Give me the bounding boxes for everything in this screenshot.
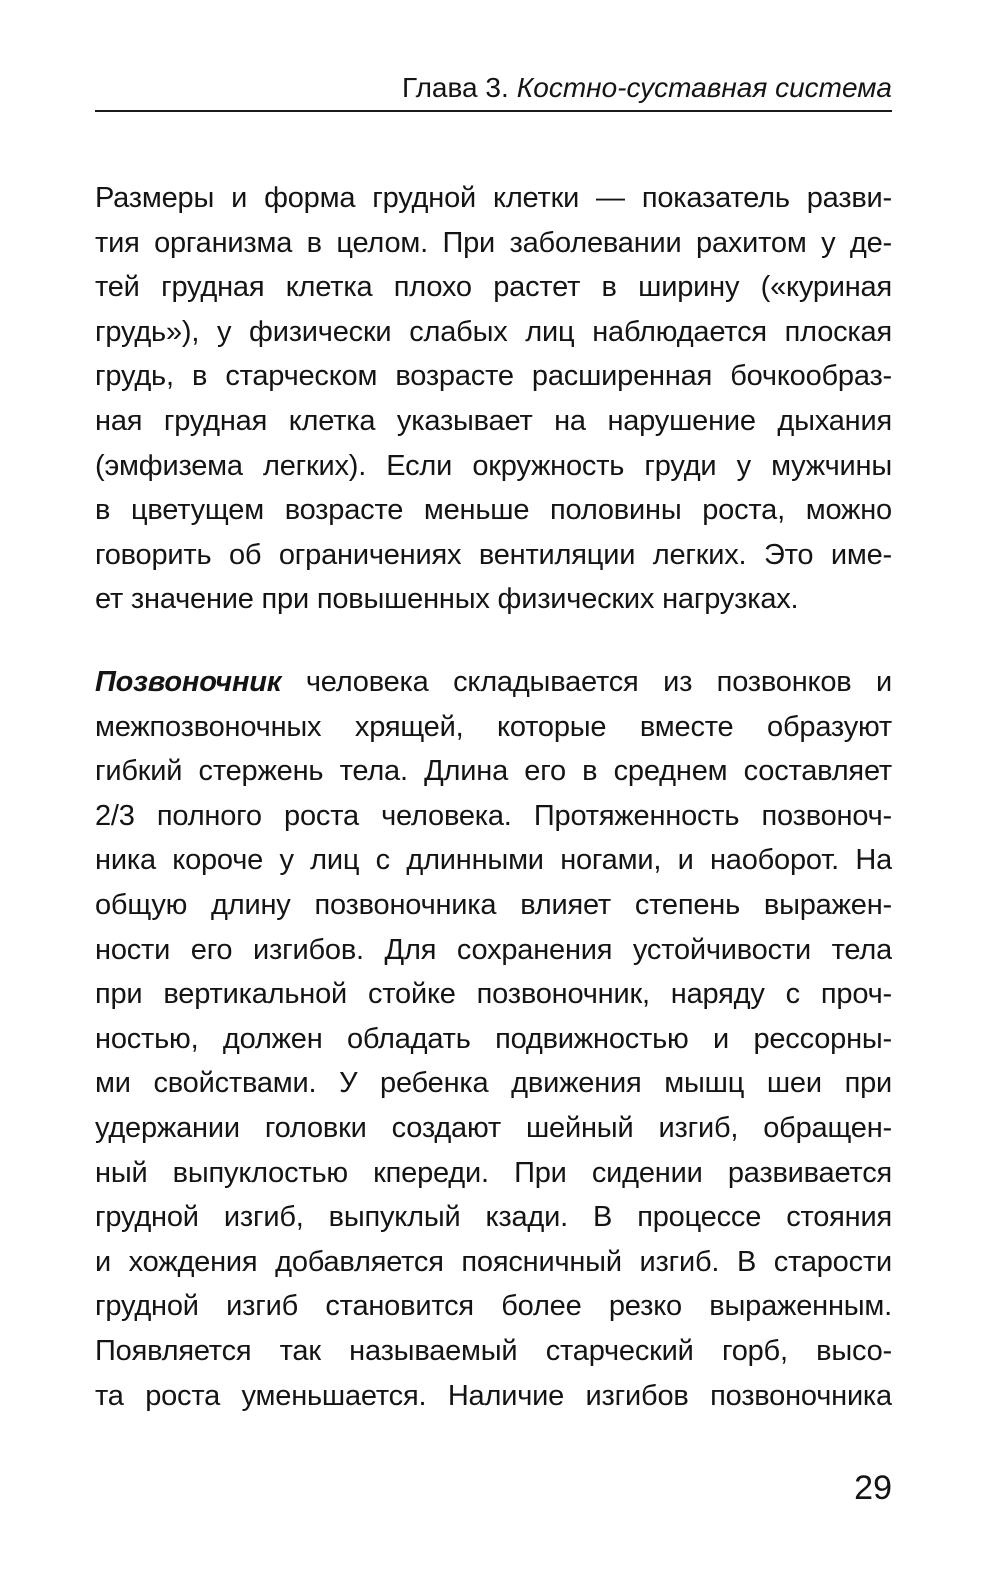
text-line: грудь, в старческом возрасте расширенная бочкообраз- xyxy=(95,360,892,393)
text-line: ми свойствами. У ребенка движения мышц шеи при xyxy=(95,1067,892,1100)
text-line-first xyxy=(95,660,892,705)
text-line: ника короче у лиц с длинными ногами, и наоборот. На xyxy=(95,844,892,877)
text-line: тей грудная клетка плохо растет в ширину («куриная xyxy=(95,271,892,304)
text-line: ный выпуклостью кпереди. При сидении развивается xyxy=(95,1156,892,1189)
paragraph-chest xyxy=(95,176,892,622)
text-line: тия организма в целом. При заболевании рахитом у де- xyxy=(95,226,892,259)
text-line: грудь»), у физически слабых лиц наблюдается плоская xyxy=(95,315,892,348)
text-line: 2/3 полного роста человека. Протяженность позвоноч- xyxy=(95,799,892,832)
running-header xyxy=(95,70,892,112)
text-line: ная грудная клетка указывает на нарушение дыхания xyxy=(95,404,892,437)
header-title: Костно-суставная система xyxy=(516,72,892,103)
text-line: при вертикальной стойке позвоночник, наряду с проч- xyxy=(95,978,892,1011)
text-line: (эмфизема легких). Если окружность груди у мужчины xyxy=(95,449,892,482)
text-line: в цветущем возрасте меньше половины роста, можно xyxy=(95,494,892,527)
text-line: говорить об ограничениях вентиляции легких. Это име- xyxy=(95,538,892,571)
text-line: ет значение при повышенных физических нагрузках. xyxy=(95,583,799,616)
text-line: гибкий стержень тела. Длина его в среднем составляет xyxy=(95,755,892,788)
text-line: и хождения добавляется поясничный изгиб. В старости xyxy=(95,1245,892,1278)
text-line: общую длину позвоночника влияет степень выражен- xyxy=(95,888,892,921)
text-line: Появляется так называемый старческий горб, высо- xyxy=(95,1334,892,1367)
text-line: грудной изгиб, выпуклый кзади. В процессе стояния xyxy=(95,1201,892,1234)
text-line: межпозвоночных хрящей, которые вместе образуют xyxy=(95,710,892,743)
text-line: Размеры и форма грудной клетки — показатель разви- xyxy=(95,182,892,214)
lead-term: Позвоночник xyxy=(95,666,282,698)
text-line: грудной изгиб становится более резко выраженным. xyxy=(95,1290,892,1323)
paragraph-spine xyxy=(95,660,892,1418)
first-line-rest: человека складывается из позвонков и xyxy=(281,666,892,698)
text-line: та роста уменьшается. Наличие изгибов позвоночника xyxy=(95,1379,892,1412)
text-line: удержании головки создают шейный изгиб, обращен- xyxy=(95,1111,892,1144)
header-chapter: Глава 3. xyxy=(402,72,509,103)
page-number: 29 xyxy=(854,1469,892,1507)
text-line: ностью, должен обладать подвижностью и рессорны- xyxy=(95,1022,892,1055)
text-line: ности его изгибов. Для сохранения устойчивости тела xyxy=(95,933,892,966)
